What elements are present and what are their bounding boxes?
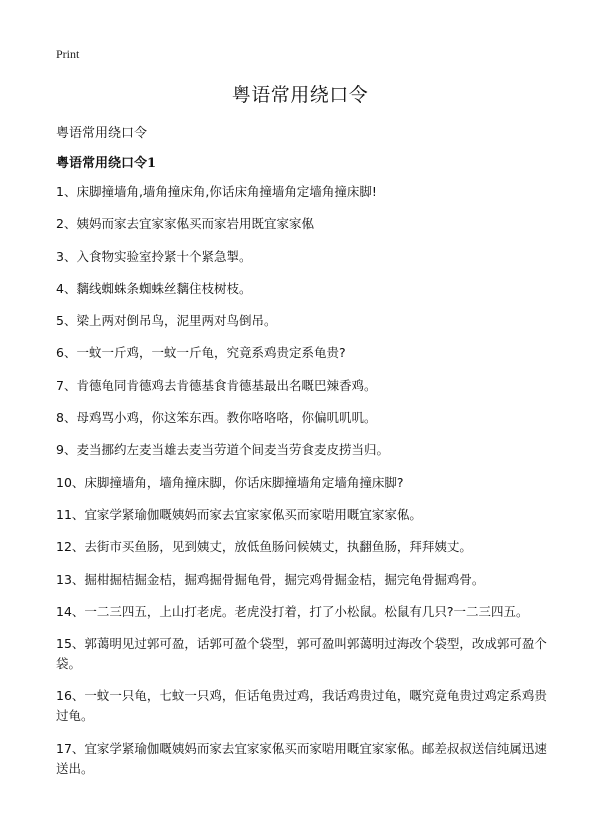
list-item: 15、郭蔼明见过郭可盈，话郭可盈个袋型，郭可盈叫郭蔼明过海改个袋型，改成郭可盈个袋。 xyxy=(56,636,547,672)
list-item: 3、入食物实验室拎紧十个紧急掣。 xyxy=(56,248,252,264)
list-item: 13、掘柑掘桔掘金桔，掘鸡掘骨掘龟骨，掘完鸡骨掘金桔，掘完龟骨掘鸡骨。 xyxy=(56,571,485,587)
list-item: 16、一蚊一只龟，七蚊一只鸡，佢话龟贵过鸡，我话鸡贵过龟，嘅究竟龟贵过鸡定系鸡贵过龟。 xyxy=(56,688,547,724)
section-heading: 粤语常用绕口令1 xyxy=(56,156,157,171)
list-item: 2、姨妈而家去宜家家俬买而家岩用既宜家家俬 xyxy=(56,216,314,232)
list-item: 4、黐线蜘蛛条蜘蛛丝黐住枝树枝。 xyxy=(56,280,252,296)
document-subtitle: 粤语常用绕口令 xyxy=(56,126,148,141)
list-item: 8、母鸡骂小鸡，你这笨东西。教你咯咯咯，你偏叽叽叽。 xyxy=(56,410,377,426)
list-item: 5、梁上两对倒吊鸟，泥里两对鸟倒吊。 xyxy=(56,313,277,329)
list-item: 10、床脚撞墙角，墙角撞床脚，你话床脚撞墙角定墙角撞床脚? xyxy=(56,474,404,490)
list-item: 12、去街市买鱼肠，见到姨丈，放低鱼肠问候姨丈，执翻鱼肠，拜拜姨丈。 xyxy=(56,539,472,555)
list-item: 11、宜家学紧瑜伽嘅姨妈而家去宜家家俬买而家啱用嘅宜家家俬。 xyxy=(56,506,422,522)
list-item: 9、麦当挪约左麦当雄去麦当劳道个间麦当劳食麦皮捞当归。 xyxy=(56,442,389,458)
list-item: 14、一二三四五，上山打老虎。老虎没打着，打了小松鼠。松鼠有几只?一二三四五。 xyxy=(56,603,529,619)
list-item: 1、床脚撞墙角,墙角撞床角,你话床角撞墙角定墙角撞床脚! xyxy=(56,184,377,199)
print-link[interactable]: Print xyxy=(56,47,80,61)
list-item: 6、一蚊一斤鸡，一蚊一斤龟，究竟系鸡贵定系龟贵? xyxy=(56,345,346,361)
list-item: 17、宜家学紧瑜伽嘅姨妈而家去宜家家俬买而家啱用嘅宜家家俬。邮差叔叔送信纯属迅速送出。 xyxy=(56,740,547,776)
list-item: 7、肯德龟同肯德鸡去肯德基食肯德基最出名嘅巴辣香鸡。 xyxy=(56,377,377,393)
page-title: 粤语常用绕口令 xyxy=(231,84,369,106)
tongue-twister-list xyxy=(56,182,556,791)
